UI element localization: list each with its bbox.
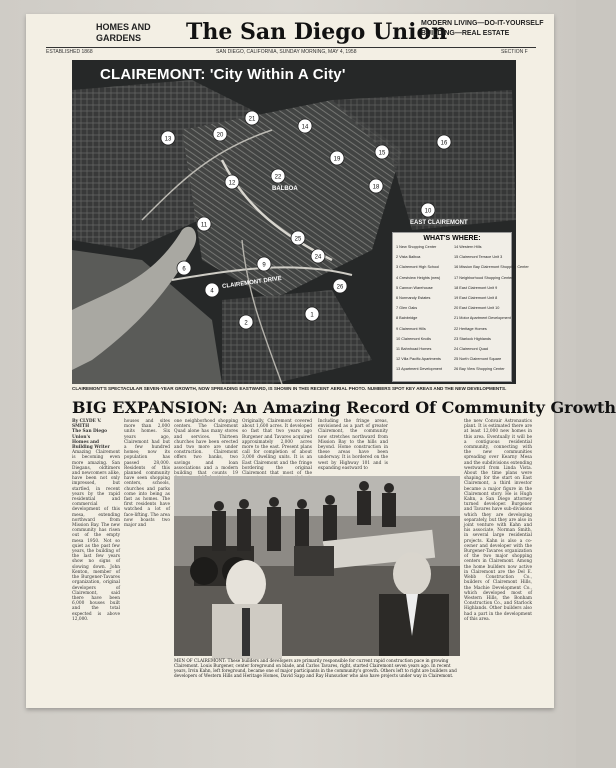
legend-item: 1 New Shopping Center	[396, 245, 437, 249]
established-text: ESTABLISHED 1868	[46, 49, 93, 55]
section-topics-line1: MODERN LIVING—DO-IT-YOURSELF	[421, 20, 544, 27]
legend-item: 25 North Clairemont Square	[454, 357, 502, 362]
svg-text:4: 4	[210, 288, 214, 295]
section-label-line1: HOMES AND	[96, 22, 151, 32]
svg-text:21: 21	[248, 116, 256, 123]
label-east-clairemont: EAST CLAIREMONT	[410, 220, 468, 226]
svg-text:12: 12	[228, 180, 236, 187]
legend-item: 23 Starlock Highlands	[454, 336, 491, 341]
svg-text:20: 20	[216, 132, 224, 139]
svg-text:19: 19	[333, 156, 341, 163]
group-photo-graphic	[174, 476, 460, 656]
legend-item: 11 Bahnhoad Homes	[396, 347, 432, 351]
svg-text:26: 26	[336, 284, 344, 291]
legend-item: 9 Clairemont Hills	[396, 326, 426, 331]
article-column-1-text: Amazing Clairemont is becoming even more amazing. San Diegans, oldtimers and newcomers alike, have been not only impressed, but startled, in recent years by the rapid residential and commercial development of this mesa, extending northward from Mission Bay. The new community has risen out of the empty mesa 1950. Not so quiet as the past few years, the building of the last few years show no signs of slowing down. John Kenton, member of the Burgener-Tavares organization, original developers of Clairemont, said there have been 6,000 houses built and the total expected is above 12,000.	[72, 450, 120, 622]
legend-item: 22 Heritage Homes	[454, 326, 487, 331]
legend-item: 15 Clairemont Terrace Unit 3	[454, 255, 503, 260]
newspaper-title: The San Diego Union	[186, 19, 448, 45]
legend-item: 16 Mission Bay Clairemont Shopping Center	[454, 265, 529, 270]
legend-box	[392, 232, 529, 382]
svg-text:15: 15	[378, 150, 386, 157]
svg-text:13: 13	[164, 136, 172, 143]
svg-text:22: 22	[274, 174, 282, 181]
section-label	[96, 22, 151, 44]
dateline	[46, 47, 536, 57]
svg-text:24: 24	[314, 254, 322, 261]
svg-text:10: 10	[424, 208, 432, 215]
svg-text:9: 9	[262, 262, 266, 269]
svg-text:11: 11	[200, 222, 208, 229]
svg-text:1: 1	[310, 312, 314, 319]
section-label-line2: GARDENS	[96, 33, 142, 43]
legend-item: 18 East Clairemont Unit 9	[454, 285, 498, 290]
legend-item: 4 Crestview Heights (new)	[396, 275, 441, 280]
label-clairemont-drive: CLAIREMONT DRIVE	[221, 275, 283, 291]
article-byline: By CLYDE V. SMITH The San Diego Union's Homes and Building Writer	[72, 419, 110, 451]
legend-title: WHAT'S WHERE:	[423, 235, 481, 242]
article-column-5: Including the fringe areas, envisioned as a part of greater Clairemont, the community now stretches northward from Mission Bay to the hills and beyond. Home construction in these areas have been underway. It is bordered on the west by Highway 101 and is expanding eastward to	[318, 419, 388, 471]
legend-item: 21 Motor Apartment Development	[454, 316, 511, 321]
legend-item: 5 Cannon Warehouse	[396, 285, 433, 290]
svg-text:25: 25	[294, 236, 302, 243]
legend-item: 20 East Clairemont Unit 10	[454, 306, 500, 311]
legend-item: 19 East Clairemont Unit 8	[454, 296, 498, 300]
aerial-caption: CLAIREMONT'S SPECTACULAR SEVEN-YEAR GROWTH, NOW SPREADING EASTWARD, IS SHOWN IN THIS RECENT AERIAL PHOTO. NUMBERS SPOT KEY AREAS AND THE NEW DEVELOPMENTS.	[72, 386, 507, 391]
svg-text:16: 16	[440, 140, 448, 147]
label-balboa: BALBOA	[272, 186, 298, 192]
article-column-4: Originally, Clairemont covered about 1,600 acres. It developed so fast that two years ago Burgener and Tavares acquired approximately 2,000 acres more to the east. Present plans call for completion of about 3,000 dwelling units. It is an East Clairemont and the fringe bordering the original Clairemont that most of the	[242, 419, 312, 477]
legend-item: 12 Villa Pacific Apartments	[396, 357, 441, 362]
legend-item: 24 Clairemont Quad	[454, 347, 488, 351]
group-photo-caption: MEN OF CLAIREMONT: These builders and developers are primarily responsible for current rapid construction pace in growing Clairemont. Louis Burgener, center foreground on blade, and Carlos Tavares, right, started Clairemont seven years ago. In recent years, Irvin Kahn, left foreground, became one of major participants in the community's growth. Others left to right are builders and developers of Western Hills and Heritage Homes, David Sapp and Ray Hunsucker who also have projects under way in Clairemont.	[174, 658, 457, 679]
section-topics-line2: BUILDING—REAL ESTATE	[421, 30, 510, 37]
article-column-2: houses and sites more than 2,000 units homes. Six years ago, Clairemont had but a few hundred homes; now its population has passed 28,000. Residents of this planned community have seen shopping centers, schools, churches and parks come into being as fast as homes. The first residents have watched a lot of face-lifting. The area now boasts two major and	[124, 419, 170, 529]
svg-text:6: 6	[182, 266, 186, 273]
masthead	[26, 14, 554, 54]
date-text: SAN DIEGO, CALIFORNIA, SUNDAY MORNING, MAY 4, 1958	[216, 49, 357, 55]
svg-text:2: 2	[244, 320, 248, 327]
aerial-photo	[72, 60, 529, 384]
newspaper-page	[26, 14, 616, 708]
aerial-photo-title: CLAIREMONT: 'City Within A City'	[100, 66, 346, 83]
legend-item: 8 Bainbridge	[396, 316, 418, 321]
legend-item: 14 Western Hills	[454, 245, 482, 249]
article-column-6: the new Convair Astronautics plant. It is estimated there are at least 12,000 new homes in this area. Eventually it will be a contiguous residential community, connecting with the new communities spreading over Kearny Mesa and the subdivisions extending westward from Linda Vista. About the time plans were shaping for the start on East Clairemont, a third investor became a major figure in the Clairemont story. He is Hugh Kahn, a San Diego attorney turned developer. Burgener and Tavares have sub-divisions which they are developing separately, but they are also in joint venture with Kahn and his associate, Norman Smith, in several large residential projects. Kahn is also a co-owner and developer with the Burgener-Tavares organization of the two major shopping centers in Clairemont. Among the home builders now active in Clairemont are the Del E. Webb Construction Co., builders of Clairemont Hills, the Machie Development Co., which developed most of Western Hills, the Bonham Construction Co., and Starlock Highlands. Other builders also had a part in the development of this area.	[464, 419, 532, 622]
group-photo	[174, 476, 460, 656]
section-id: SECTION F	[501, 49, 528, 55]
legend-item: 3 Clairemont High School	[396, 265, 440, 270]
article-column-1	[72, 419, 120, 705]
svg-text:14: 14	[301, 124, 309, 131]
legend-item: 26 Bay View Shopping Center	[454, 367, 505, 372]
svg-text:18: 18	[372, 184, 380, 191]
legend-item: 7 Glen Oaks	[396, 306, 418, 311]
article-column-3: one neighborhood shopping centers. The Clairemont Quad alone has many stores and services. Thirteen churches have been erected and two more are under construction. Clairemont offers two banks, two savings and loan associations and a modern building that counts 19	[174, 419, 238, 477]
article-headline: BIG EXPANSION: An Amazing Record Of Community Growth	[72, 398, 616, 417]
legend-item: 13 Apartment Development	[396, 367, 443, 372]
legend-item: 17 Neighborhood Shopping Center	[454, 275, 513, 280]
legend-item: 2 Vista Balboa	[396, 255, 421, 260]
legend-item: 10 Clairemont Knolls	[396, 336, 432, 341]
legend-item: 6 Normandy Estates	[396, 296, 431, 300]
section-topics	[421, 19, 544, 39]
